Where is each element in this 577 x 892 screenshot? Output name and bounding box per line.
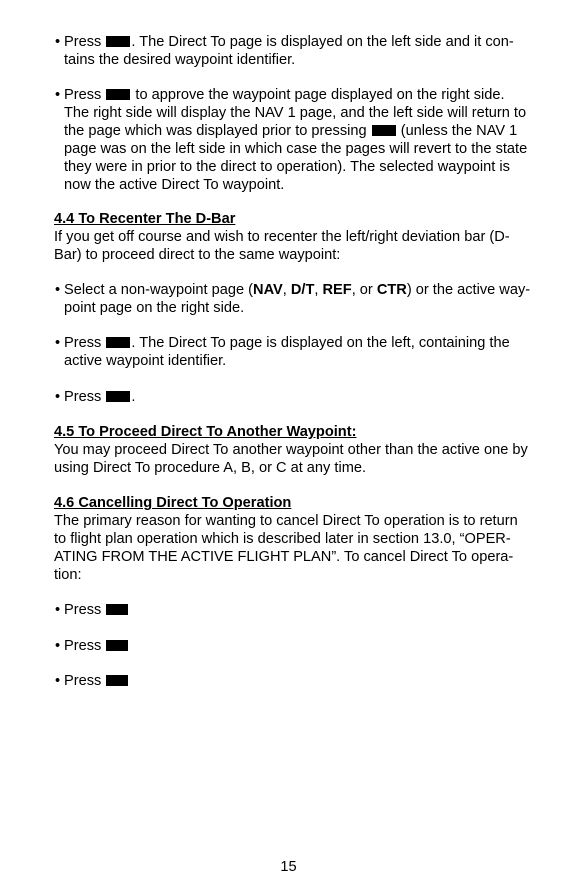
enter-key-icon bbox=[106, 391, 130, 402]
paragraph-line: tion: bbox=[54, 567, 82, 583]
paragraph-line: ATING FROM THE ACTIVE FLIGHT PLAN”. To cancel Direct To opera- bbox=[54, 549, 514, 565]
page-number: 15 bbox=[280, 859, 297, 875]
key-icon bbox=[106, 675, 128, 686]
step-text: . The Direct To page is displayed on the left side and it con- bbox=[131, 34, 514, 50]
separator: , or bbox=[351, 282, 377, 298]
step-press-key-3 bbox=[64, 672, 129, 690]
step-text-line bbox=[64, 122, 517, 140]
step-text: page was on the left side in which case the pages will revert to the state bbox=[64, 141, 528, 157]
step-text: now the active Direct To waypoint. bbox=[64, 177, 285, 193]
step-press-enter bbox=[64, 388, 135, 406]
step-text: point page on the right side. bbox=[64, 300, 245, 316]
page-name-ref: REF bbox=[322, 282, 352, 298]
bullet-marker: • bbox=[55, 389, 61, 405]
press-label: Press bbox=[64, 673, 102, 689]
step-text: they were in prior to the direct to operation). The selected waypoint is bbox=[64, 159, 510, 175]
step-text: The right side will display the NAV 1 page, and the left side will return to bbox=[64, 105, 527, 121]
press-label: Press bbox=[64, 335, 102, 351]
bullet-marker: • bbox=[55, 638, 61, 654]
press-label: Press bbox=[64, 389, 102, 405]
step-press-key-2 bbox=[64, 637, 129, 655]
bullet-marker: • bbox=[55, 34, 61, 50]
paragraph-line: You may proceed Direct To another waypoint other than the active one by bbox=[54, 442, 528, 458]
step-select-page bbox=[64, 281, 530, 299]
step-press-enter bbox=[64, 86, 505, 104]
page-name-nav: NAV bbox=[253, 282, 283, 298]
key-icon bbox=[106, 604, 128, 615]
step-press-direct-to bbox=[64, 33, 514, 51]
step-press-key-1 bbox=[64, 601, 129, 619]
page-name-dt: D/T bbox=[290, 282, 315, 298]
separator: , bbox=[314, 282, 323, 298]
bullet-marker: • bbox=[55, 87, 61, 103]
press-label: Press bbox=[64, 602, 102, 618]
section-heading-4-6: 4.6 Cancelling Direct To Operation bbox=[54, 495, 292, 511]
section-heading-4-4: 4.4 To Recenter The D-Bar bbox=[54, 211, 236, 227]
step-text: active waypoint identifier. bbox=[64, 353, 227, 369]
direct-to-key-icon bbox=[372, 125, 396, 136]
paragraph-line: to flight plan operation which is described later in section 13.0, “OPER- bbox=[54, 531, 511, 547]
step-text: ) or the active way- bbox=[406, 282, 531, 298]
direct-to-key-icon bbox=[106, 337, 130, 348]
press-label: Press bbox=[64, 34, 102, 50]
press-label: Press bbox=[64, 87, 102, 103]
step-press-direct-to bbox=[64, 334, 510, 352]
step-text: . The Direct To page is displayed on the left, containing the bbox=[131, 335, 510, 351]
step-text: . bbox=[131, 389, 136, 405]
paragraph-line: using Direct To procedure A, B, or C at any time. bbox=[54, 460, 367, 476]
step-text: the page which was displayed prior to pressing bbox=[64, 123, 367, 139]
bullet-marker: • bbox=[55, 602, 61, 618]
step-text: (unless the NAV 1 bbox=[396, 123, 518, 139]
key-icon bbox=[106, 640, 128, 651]
paragraph-line: If you get off course and wish to recenter the left/right deviation bar (D- bbox=[54, 229, 510, 245]
enter-key-icon bbox=[106, 89, 130, 100]
paragraph-line: Bar) to proceed direct to the same waypoint: bbox=[54, 247, 341, 263]
bullet-marker: • bbox=[55, 335, 61, 351]
paragraph-line: The primary reason for wanting to cancel Direct To operation is to return bbox=[54, 513, 518, 529]
bullet-marker: • bbox=[55, 673, 61, 689]
bullet-marker: • bbox=[55, 282, 61, 298]
section-heading-4-5: 4.5 To Proceed Direct To Another Waypoint: bbox=[54, 424, 357, 440]
separator: , bbox=[282, 282, 291, 298]
step-text: Select a non-waypoint page ( bbox=[64, 282, 254, 298]
press-label: Press bbox=[64, 638, 102, 654]
direct-to-key-icon bbox=[106, 36, 130, 47]
page-name-ctr: CTR bbox=[376, 282, 407, 298]
step-text: to approve the waypoint page displayed on the right side. bbox=[131, 87, 505, 103]
step-text: tains the desired waypoint identifier. bbox=[64, 52, 296, 68]
